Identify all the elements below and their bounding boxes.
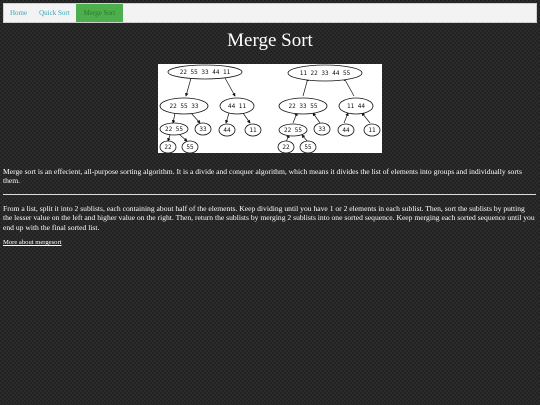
more-about-mergesort-link[interactable]: More about mergesort xyxy=(3,239,62,246)
merge-root-label: 11 22 33 44 55 xyxy=(299,70,351,77)
details-paragraph: From a list, split it into 2 sublists, each containing about half of the elements. Keep dividing until you have 1 or 2 elements in each sublist. Then, sort the sublists by putting the lesser value on the left and higher value on the right. Then, return the sublists by merging 2 sublists into one sorted sequence. Keep merging each sorted sequence until you end up with the final sorted list. xyxy=(3,204,535,232)
nav-quicksort-link[interactable]: Quick Sort xyxy=(39,9,70,17)
merge-right-left-label: 44 xyxy=(342,127,350,134)
split-leaf-b-label: 55 xyxy=(186,144,194,151)
merge-sort-diagram xyxy=(158,64,382,153)
split-left-label: 22 55 33 xyxy=(169,103,199,110)
merge-right-label: 11 44 xyxy=(346,103,366,110)
split-left-right-label: 33 xyxy=(199,126,207,133)
split-leaf-a-label: 22 xyxy=(164,144,172,151)
split-right-label: 44 11 xyxy=(227,103,247,110)
merge-right-right-label: 11 xyxy=(368,127,376,134)
merge-sort-diagram-svg xyxy=(158,64,382,153)
merge-left-left-label: 22 55 xyxy=(283,127,303,134)
navbar xyxy=(3,3,537,23)
merge-left-right-label: 33 xyxy=(318,126,326,133)
nav-mergesort-link[interactable]: Merge Sort xyxy=(76,4,124,22)
intro-paragraph: Merge sort is an effecient, all-purpose sorting algorithm. It is a divide and conquer algorithm, which means it divides the list of elements into groups and individually sorts them. xyxy=(3,167,522,186)
merge-left-label: 22 33 55 xyxy=(288,103,318,110)
split-right-right-label: 11 xyxy=(249,127,257,134)
split-left-left-label: 22 55 xyxy=(164,126,184,133)
page-title: Merge Sort xyxy=(227,30,313,51)
nav-home-link[interactable]: Home xyxy=(10,9,28,17)
merge-leaf-a-label: 22 xyxy=(282,144,290,151)
merge-leaf-b-label: 55 xyxy=(304,144,312,151)
section-divider xyxy=(3,194,536,195)
split-root-label: 22 55 33 44 11 xyxy=(179,69,231,76)
split-right-left-label: 44 xyxy=(223,127,231,134)
